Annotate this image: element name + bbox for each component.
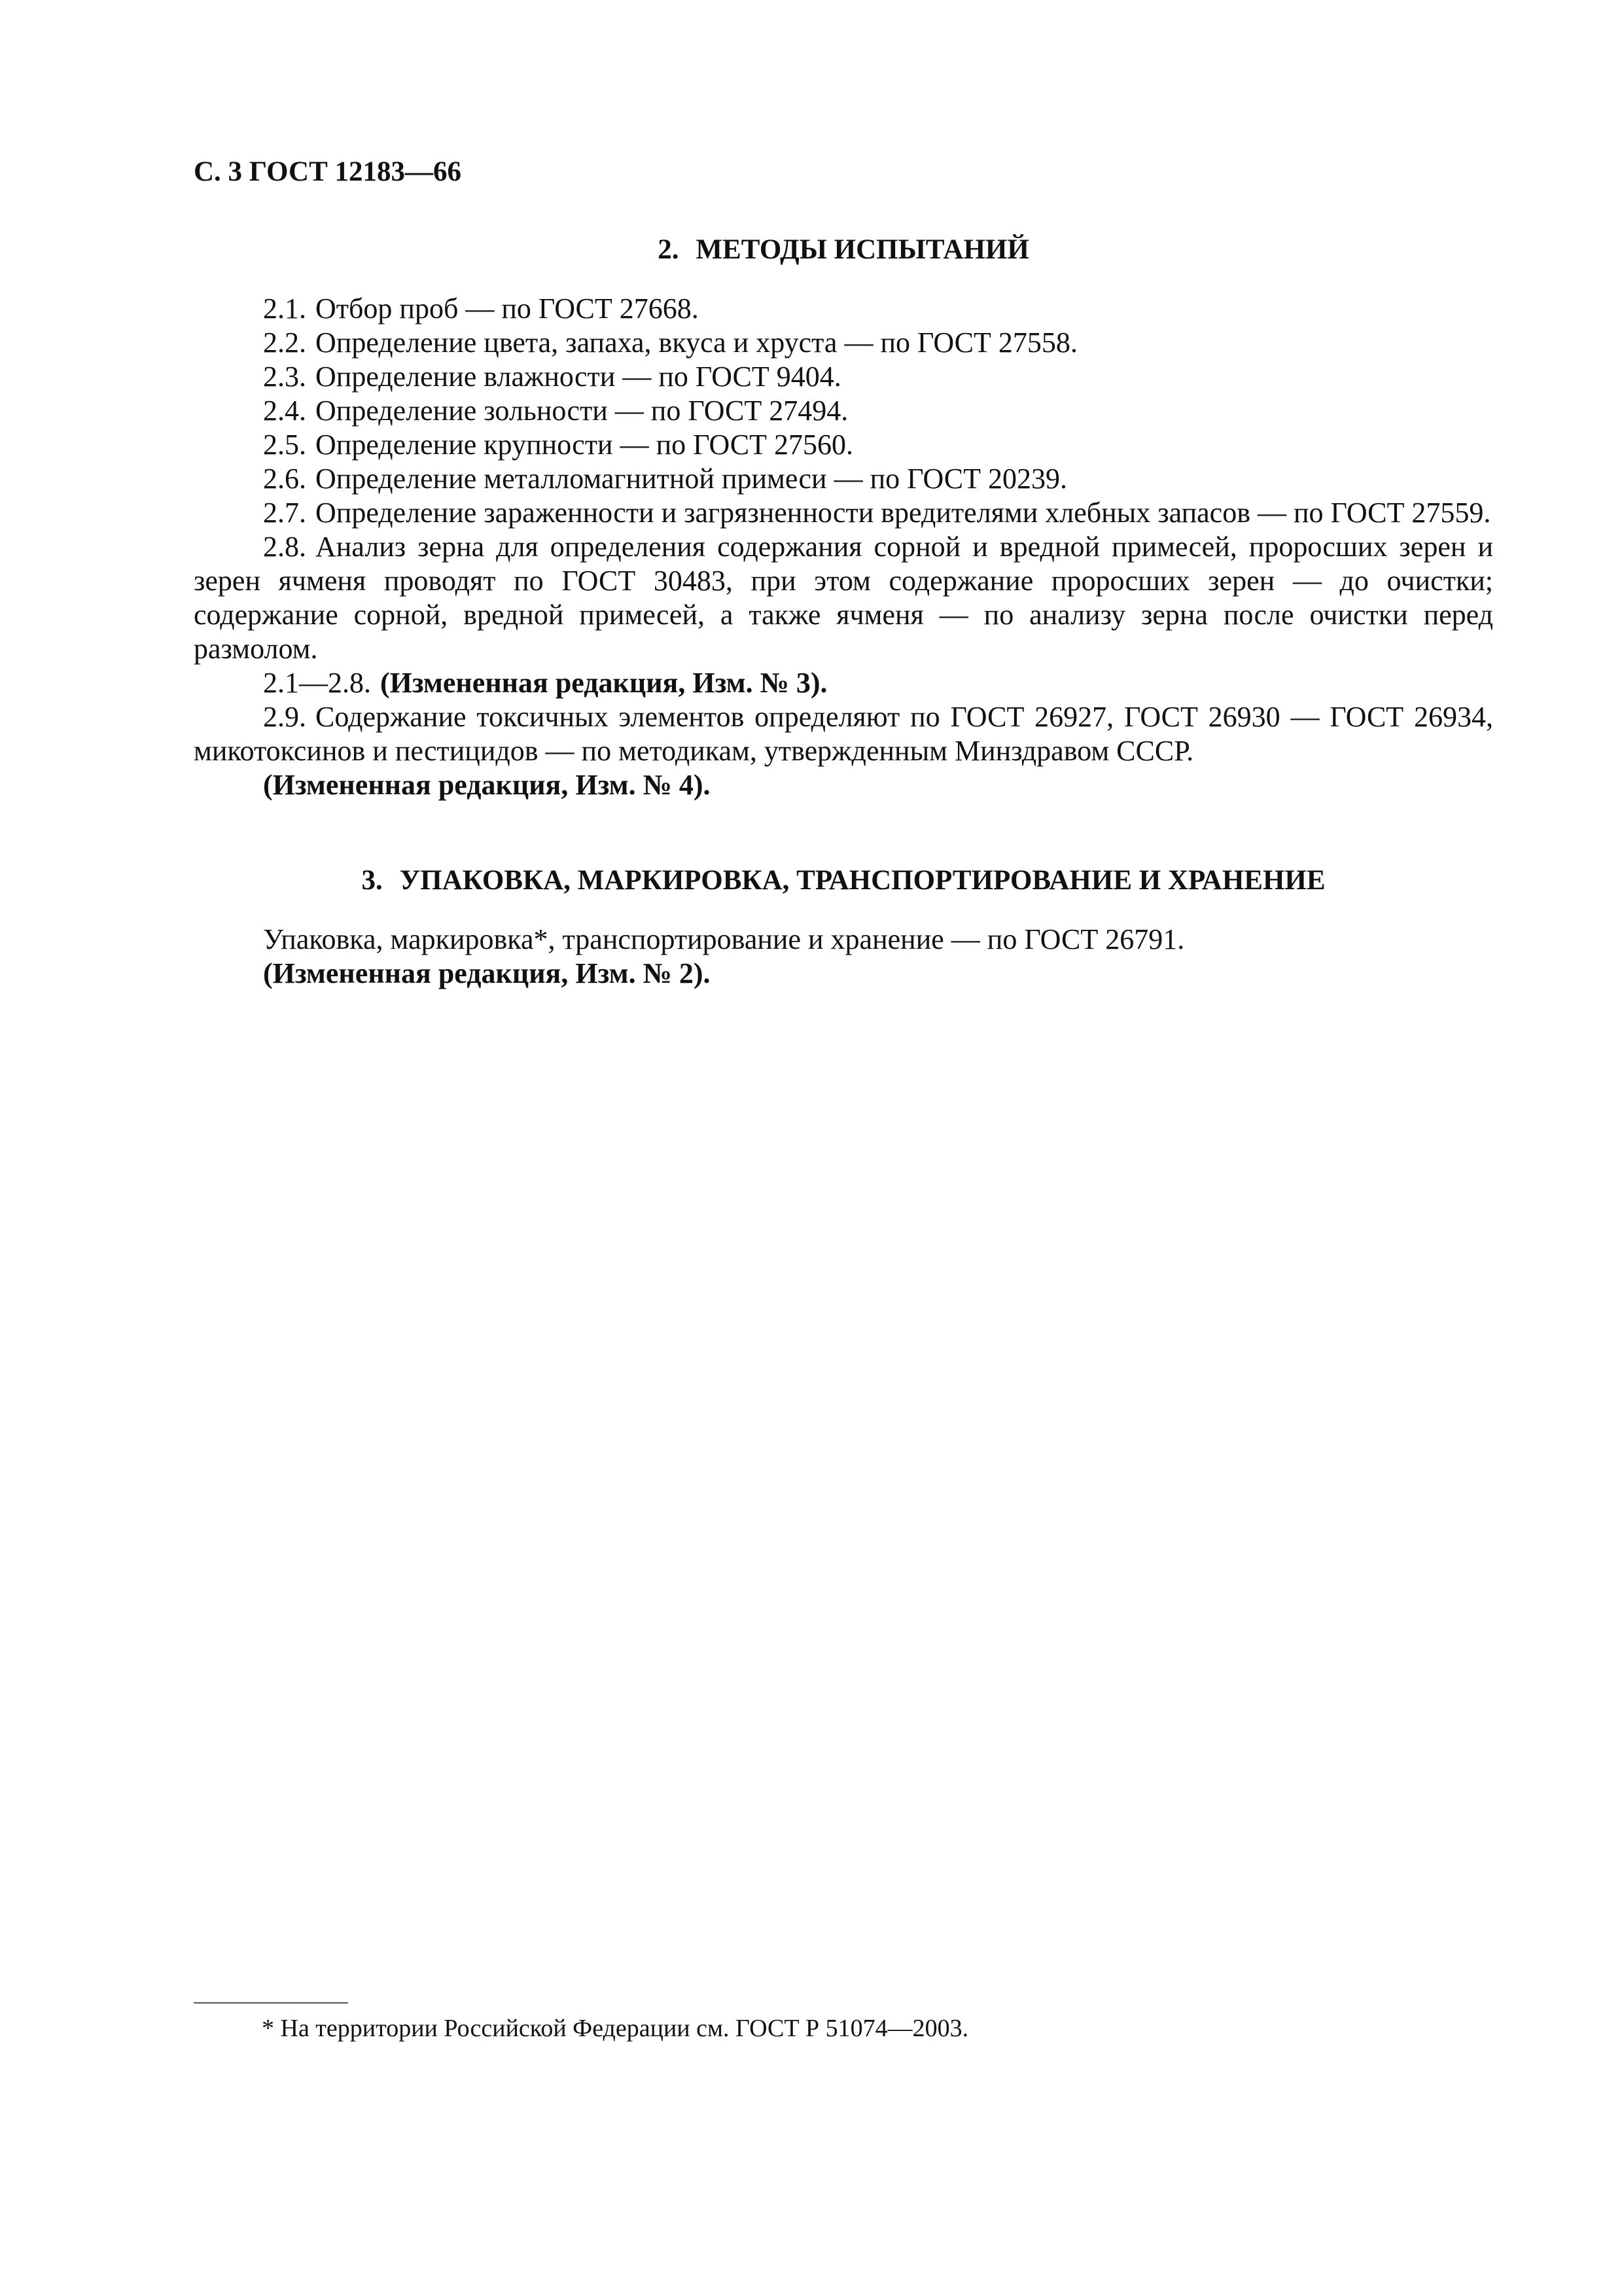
- section-3-number: 3.: [361, 865, 383, 896]
- section-2-title-text: МЕТОДЫ ИСПЫТАНИЙ: [696, 234, 1029, 265]
- section-3-title: [194, 861, 1493, 900]
- clause-2-3: 2.3. Определение влажности — по ГОСТ 9404.: [263, 361, 841, 393]
- clause-2-2: 2.2. Определение цвета, запаха, вкуса и хруста — по ГОСТ 27558.: [263, 327, 1078, 359]
- section-3-body: [194, 923, 1493, 991]
- section-2-number: 2.: [658, 234, 679, 265]
- section-2-title: [194, 230, 1493, 270]
- amendment-note-4: (Измененная редакция, Изм. № 4).: [263, 769, 711, 801]
- clause-2-6: 2.6. Определение металломагнитной примеси — по ГОСТ 20239.: [263, 463, 1068, 495]
- section-3-title-text: УПАКОВКА, МАРКИРОВКА, ТРАНСПОРТИРОВАНИЕ И ХРАНЕНИЕ: [399, 865, 1326, 896]
- clause-2-7: 2.7. Определение зараженности и загрязненности вредителями хлебных запасов — по ГОСТ 27559.: [263, 497, 1491, 529]
- amendment-note-2: (Измененная редакция, Изм. № 2).: [263, 957, 711, 989]
- footnote: * На территории Российской Федерации см. ГОСТ Р 51074—2003.: [262, 2015, 969, 2042]
- section-3-text: Упаковка, маркировка*, транспортирование и хранение — по ГОСТ 26791.: [263, 923, 1185, 955]
- amendment-note-3: (Измененная редакция, Изм. № 3).: [380, 667, 828, 699]
- clause-2-5: 2.5. Определение крупности — по ГОСТ 27560.: [263, 429, 854, 461]
- clause-2-4: 2.4. Определение зольности — по ГОСТ 27494.: [263, 395, 849, 427]
- amendment-2-1-2-8: 2.1—2.8. (Измененная редакция, Изм. № 3).: [263, 667, 828, 699]
- page-header: С. 3 ГОСТ 12183—66: [194, 156, 462, 187]
- clause-2-1: 2.1. Отбор проб — по ГОСТ 27668.: [263, 292, 699, 325]
- footnote-divider: [194, 2002, 348, 2004]
- clause-2-8: 2.8. Анализ зерна для определения содержания сорной и вредной примесей, проросших зерен и зерен ячменя проводят по ГОСТ 30483, при этом содержание проросших зерен — до очистки; содержание сорной, вредной примесей, а также ячменя — по анализу зерна после очистки перед размолом.: [194, 531, 1493, 665]
- section-2-body: [194, 292, 1493, 802]
- clause-2-9: 2.9. Содержание токсичных элементов определяют по ГОСТ 26927, ГОСТ 26930 — ГОСТ 26934, микотоксинов и пестицидов — по методикам, утвержденным Минздравом СССР.: [194, 701, 1493, 767]
